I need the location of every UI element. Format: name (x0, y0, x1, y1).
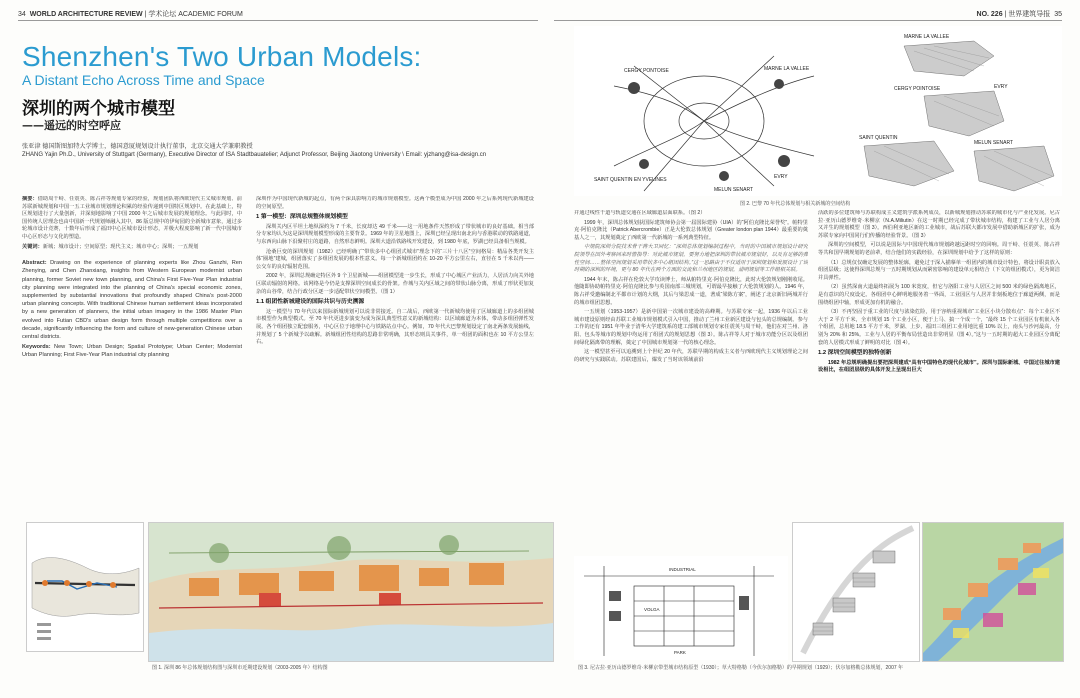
map-label: MELUN SENART (974, 140, 1014, 146)
keywords-en-label: Keywords: (22, 344, 51, 351)
figure-2-paris-plans (574, 26, 1062, 196)
body-paragraph: 活跃的多位建筑师与苏联构成主义建筑学派系列成员，以新城规划推动苏联的城市化与产业化发展。尼古拉·亚历山德罗维奇·米柳京（N.A.Miliutin）在这一时期已经完成了带状城市结构，构建了工业与人居分离又并生的规划模型（图 3）。西伯利亚地区新的工业城市，战后苏联大都市发展中借助新城区的扩张，成为苏联专家向中国同行们传播的经验背景。（图 3） (818, 210, 1060, 239)
paris-plans-drawing (574, 26, 1062, 196)
article-subtitle-en: A Distant Echo Across Time and Space (22, 72, 265, 88)
author-cn: 张亚津 德国斯图加特大学博士，德国意厦规划设计执行董事，北京交通大学兼职教授 (22, 143, 253, 150)
body-column-4 (818, 210, 1060, 515)
left-section-en: ACADEMIC FORUM (178, 11, 243, 18)
intro-paragraph: 深圳作为中国现代新城的起点，有两个深具影响力的城市规划模型。这两个模型成为中国 2000 年之后系列现代新城建设的空间原型。 (256, 196, 534, 210)
article-title-cn: 深圳的两个城市模型 (22, 99, 175, 119)
body-paragraph: 并通过线性干道与轨道交通在区域廊道层面联系。（图 2） (574, 210, 706, 216)
section-heading-1-1: 1.1 组团性新城建设的国际共识与历史溯源 (256, 299, 365, 306)
right-journal-cn: 世界建筑导报 (1008, 11, 1051, 18)
body-paragraph: 2002 年，深圳总规确定特区外 9 个卫星新城——组团模型进一步生长，形成了中心城区产业活力，人居活力向关外地区联动辐射的网络。该网络是今仍是支撑深圳空间成长的骨架。作城与关内区域之间的带状山脉分离，形成了形状更加复杂的山谷带，结合行政分区逐一步适配带状空间模型。（图 1） (256, 273, 534, 295)
diagram-label: INDUSTRIAL (669, 567, 696, 572)
left-section-cn: 学术论坛 (148, 11, 177, 18)
diagram-label: PARK (674, 650, 686, 655)
right-issue: NO. 226 (976, 11, 1003, 18)
figure-1a-structure-plan (26, 522, 144, 652)
left-running-head: 34 WORLD ARCHITECTURE REVIEW | 学术论坛 ACADEMIC FORUM (18, 11, 243, 18)
abstract-en-text: Drawing on the experience of planning experts like Zhou Ganzhi, Ren Zhenying, and Chen Zhanxiang, insights from Western European modernist urban planning, former Soviet new town planning, and China's First Five-Year Plan industrial city planning were integrated into the planning of China's special economic zones, supplemented by substantial innovations that profoundly shaped China's post-2000 urban planning concepts. With traditional Chinese human settlement ideas incorporated by a new generation of planners, the initial urban imagery in the 1986 Master Plan evolved into Futian CBD's urban design form through multiple competitions over a decade, significantly influencing the form and culture of new-generation Chinese urban central districts. (22, 260, 242, 340)
body-paragraph: 沧桑巨变的深圳规划（1982）已经明确了“带状多中心组团式城市”理念下的“三片十八区”空间格局：精品各类开发主体“圈地”建城，组团落实了多组团发展的根本性意义。每一个新城组团约在 10-20 平方公里左右，直径在 5 千米以内——公交车的良好辐射范围。 (256, 248, 534, 270)
map-label: EVRY (994, 84, 1008, 90)
left-header-rule (18, 20, 538, 21)
figure-1b-recent-plan-map (148, 522, 554, 662)
left-journal-name: WORLD ARCHITECTURE REVIEW (29, 11, 143, 18)
keywords-cn-label: 关键词： (22, 243, 43, 250)
abstract-column (22, 196, 242, 514)
article-subtitle-cn: ——遥远的时空呼应 (22, 119, 121, 132)
body-paragraph: 1999 年，深圳总体规划获国际建筑师协会第一届国际建协（UIA）的“阿伯克隆比荣誉奖”。帕特里克·阿伯克隆比（Patrick Abercrombie）正是大伦敦总体规划（Greater london plan 1944）最重要的奠基人之一，其规划奠定了西欧第一代新城的一系列典型特征。 (574, 219, 808, 241)
figure-1-caption: 图 1. 深圳 86 年总体规划结构图与深圳市近期建设规划（2003-2005 年）结构图 (152, 665, 328, 671)
body-paragraph: 深圳关内区平坦土地纵深约为 7 千米，长度却达 49 千米——这一用地条件天然形成了带状城市的良好基础。相当部分专家均认为这是深圳规划模型形成的主要背景。1969 年的卫星地图上，深圳已经呈现出南北向与香港联动的铁路通道，与东西向山脉下沿聚村庄的道路，自然形态鲜明。深圳大道沿铁路线开发建设，到 1980 年底，罗湖已经具备相当规模。 (256, 223, 534, 245)
map-label: EVRY (774, 174, 788, 180)
map-label: CERGY POINTOISE (894, 86, 941, 92)
abstract-en (22, 259, 242, 341)
body-paragraph: 1944 年末，陈占祥在伦敦大学攻读博士，师从帕特里克·阿伯克隆比，此时大伦敦规划刚刚收尾。他随即协助帕特里克·阿伯克隆比参与英国南部三城规划，可谓最早接触了大伦敦规划的人。1946 年，陈占祥受邀编制北平都市计划的大纲，其后与梁思成一道，著成“梁陈方案”，阐述了北京新旧两城并行的城市组团思想。 (574, 276, 808, 306)
list-item: （1）总规仅仅确定发展的整体轮廓，避免过于深入描摹单一组团内的城市设计特色，将设计职责放入组团层级；这使得深圳总规与一五时期规划从而紧密影响的建设单元相结合（下文的组团模式），更为简洁并具弹性。 (818, 259, 1060, 281)
figure-3a-linear-city (574, 556, 788, 660)
left-page-number: 34 (18, 11, 26, 18)
figure-2-caption: 图 2. 巴黎 70 年代总体规划与相关新城的空间结构 (740, 201, 851, 207)
abstract-cn (22, 196, 242, 242)
map-label: MARNE LA VALLEE (904, 34, 950, 40)
section-heading-1-2: 1.2 深圳空间模型的独特创新 (818, 350, 892, 357)
abstract-cn-text: 借助周干峙、任震英、陈占祥等规划专家的经验，规划团队将西欧现代主义城市规划、前苏联新城规划和中国一五工业城市规划理论积累的经验传递到中国特区规划中。在此基础上，特区规划进行了大量创新，并深刻地影响了中国 2000 年之后城市发展的规划理念。与此同时，中国传统人居理念也由中国新一代规划师融入其中，86 版总规中的伊甸园的全新城市意象，通过多轮城市设计竞赛，十数年后形成了福田中心区城市设计形态，并极大程度影响了新一代中国城市中心区形态与文化的塑造。 (22, 196, 242, 240)
body-column-3 (574, 210, 808, 515)
map-label: MELUN SENART (714, 187, 754, 193)
body-paragraph: 一五规划（1953-1957）是新中国第一次城市建设的高峰期。与苏联专家一起，1936 年以后工业城市建设原则经由苏联工业城市规划模式引入中国，推动了兰州工业新区建设与包头的总规编制。参与工作的还有 1951 年毕业于清华大学建筑系的建工部城市规划专家任震英与周干峙，他们在对兰州、洛阳、包头等城市的规划中均运用了组团式的规划思想（图 3）。陈占祥等人对于城市功能分区以及组团间绿化隔离带的理解，奠定了中国城市规划第一代的核心理念。 (574, 309, 808, 346)
figure-3b-early-plan (792, 522, 920, 662)
body-paragraph: 这一模型甚至可以追溯到上个世纪 20 年代，苏联早期的构成主义者与西欧现代主义规划理论之间的研究与实践联动。苏联建国后，爆发了当时该领域前沿 (574, 349, 808, 363)
diagram-label: VOLGA (644, 607, 660, 612)
keywords-en (22, 343, 242, 359)
figure-3c-master-plan (922, 522, 1064, 662)
abstract-cn-label: 摘要： (22, 196, 38, 202)
map-label: SAINT QUENTIN EN YVELINES (594, 177, 667, 183)
map-label: SAINT QUENTIN (859, 135, 898, 141)
map-label: MARNE LA VALLEE (764, 66, 810, 72)
article-title-en: Shenzhen's Two Urban Models: (22, 41, 422, 72)
body-column-2 (256, 196, 534, 514)
abstract-en-label: Abstract: (22, 260, 47, 267)
section-heading-1: 1 第一模型：深圳总规整体规划模型 (256, 214, 348, 221)
list-item: （2）虽然深南大道最终拓展为 100 米宽度，但它与洛阳工业与人居区之间 500 米的绿色隔离地区，是有意识的尺度设定。各组团中心鲜明地服务着一界面，工业园区与人居并非刻板地位于廊道两侧，而是围绕组团中轴，形成更加有机的融合。 (818, 284, 1060, 306)
body-paragraph: 深圳的空间模型，可以说是国际与中国现代城市规划跨越远距时空的回响。周干峙、任震英、陈占祥等共和国早期规划的老前辈，结合他们的实践经验，在深圳规划中给予了这样的原则： (818, 242, 1060, 256)
list-item: （3）不再坚固于重工业的尺度与浓染危险，用于容纳重视城市“工业区小块分散布点”：每个工业区不大于 2 平方千米，全市规划 15 个工业小区，便于上马、搞一个成一个，“最终 15 个工业园区有机嵌入各个组团，总用地 18.5 平方千米，罗湖、上步、福田三组团工业用地比重 10% 以上，南头与沙河最高，分别为 20% 和 25%。工业与人居的平衡布局营造出非常明显（图 4）。”这与一五时期的超大工业园区分离配套的人居模式形成了鲜明的对比（图 4）。 (818, 309, 1060, 346)
right-page-number: 35 (1054, 11, 1062, 18)
figure-3-caption: 图 3. 尼古拉·亚历山德罗维奇·米柳京带型城市结构原型（1930）；草大特格勒（今伏尔加格勒）的早期规划（1929）；伏尔加格勒总体规划，2007 年 (578, 665, 904, 671)
map-label: CERGY PONTOISE (624, 68, 669, 74)
quote-paragraph: 中规院深圳分院技术骨干蒋大卫回忆：“深圳总体规划编制过程中，当时的中国城市规划设计研究院领导在国外考察回来时曾指导：对此城市规划，要努力地把深圳的带状城市规划好，以及有足够的弹性空间……整体空间规划采用带状多中心组团结构。”这一思路由于不仅适用于深圳规划和发展设计了该时期的深圳的环境，更与 80 年代在两个方面的交流和兰州地区的规划，浦明规划等工作组相关联。 (574, 244, 808, 274)
body-paragraph: 1982 年总规明确提出要把深圳建成“具有中国特色的现代化城市”。深圳与国际新城、中国过往城市建设相比，在组团层级的具体开发上呈现出巨大 (818, 359, 1060, 374)
right-header-rule (554, 20, 1062, 21)
keywords-cn (22, 244, 242, 252)
body-paragraph: 这一模型与 70 年代以来国际新城规划可以说非常接近。自二战后，西欧第一代新城均使用了区域廊道上的多组团城市模型作为典型模式。至 70 年代更进步演变为成为深具典型性意义的新城结构：以区域廊道为本体，带动多组团弹性发展。各个组团独立配套服务，中心区位于地理中心与铁路站点中心。例如，70 年代大巴黎规划设定了南北两条发展轴线，并规划了 5 个新城予以疏解。新城组团性结构的思路非常明确，其形态则具关事件，单一组团的面积也在 10 平方公里左右。 (256, 308, 534, 346)
keywords-cn-text: 新城；城市设计；空间原型；现代主义；城市中心；深圳；一五规划 (42, 243, 199, 250)
keywords-en-text: New Town; Urban Design; Spatial Prototype; Urban Center; Modernist Urban Planning; First Five-Year Plan industrial city planning (22, 344, 242, 359)
right-running-head: NO. 226 | 世界建筑导报 35 (976, 11, 1062, 18)
author-en: ZHANG Yajin Ph.D., University of Stuttgart (Germany), Executive Director of ISA Stadtbauatelier; Adjunct Professor, Beijing Jiaotong University \ Email: yjzhang@isa-design.cn (22, 152, 487, 158)
